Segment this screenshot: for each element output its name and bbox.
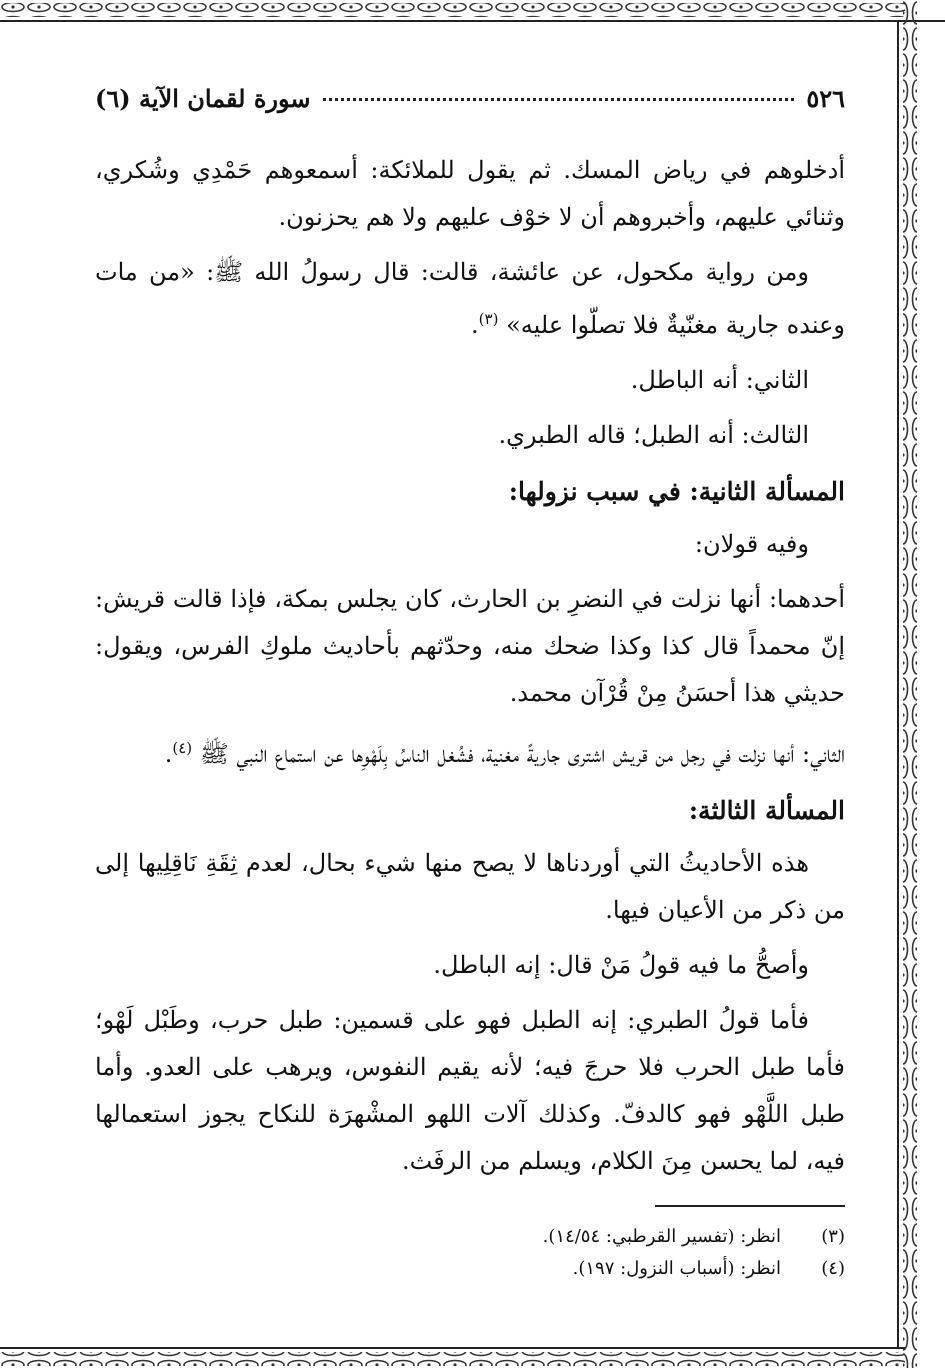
paragraph: ومن رواية مكحول، عن عائشة، قالت: قال رسولُ الله ﷺ: «من مات وعنده جارية مغنّيةٌ فلا تصلّوا عليه» $^{(٣)}$. [95,258,845,339]
section-heading: المسألة الثالثة: [688,796,845,825]
paragraph: وفيه قولان: [694,530,809,558]
footnote-separator [655,1205,845,1207]
paragraph: الثاني: أنه الباطل. [630,366,809,394]
paragraph: الثاني: أنها نزلت في رجل من قريش اشترى جاريةً مغنية، فشُغل الناسُ بِلَهْوِها عن استماع النبي ﷺ $^{(٤)}$. [164,739,845,768]
footnote [95,1221,845,1253]
paragraph: هذه الأحاديثُ التي أوردناها لا يصح منها شيء بحال، لعدم ثِقَةِ نَاقِلِيها إلى من ذكر من الأعيان فيها. [95,849,845,924]
footnote-text: انظر: (أسباب النزول: ١٩٧). [572,1258,781,1279]
paragraph: الثالث: أنه الطبل؛ قاله الطبري. [498,421,809,449]
footnote-text: انظر: (تفسير القرطبي: ١٤/٥٤). [542,1226,781,1247]
page-header [95,84,845,113]
paragraph: أحدهما: أنها نزلت في النضرِ بن الحارث، كان يجلس بمكة، فإذا قالت قريش: إنّ محمداً قال كذا وكذا ضحك منه، وحدّثهم بأحاديث ملوكِ الفرس، ويقول: حديثي هذا أحسَنُ مِنْ قُرْآن محمد. [95,585,845,707]
footnote-ref: (٤) [172,739,193,757]
paragraph: فأما قولُ الطبري: إنه الطبل فهو على قسمين: طبل حرب، وطَبْل لَهْو؛ فأما طبل الحرب فلا حرجَ فيه؛ لأنه يقيم النفوس، ويرهب على العدو. وأما طبل اللَّهْو فهو كالدفّ. وكذلك آلات اللهو المشْهرَة للنكاح يجوز استعمالها فيه، لما يحسن مِنَ الكلام، ويسلم من الرفَث. [95,1006,845,1175]
footnote [95,1253,845,1285]
section-heading: المسألة الثانية: في سبب نزولها: [508,477,845,506]
header-dotted-leader [323,98,795,101]
running-title: سورة لقمان الآية (٦) [95,84,311,113]
page-number: ٥٢٦ [806,84,845,113]
paragraph: وأصحُّ ما فيه قولُ مَنْ قال: إنه الباطل. [433,951,809,979]
footnote-ref: (٣) [478,310,499,328]
page-body [95,147,845,1185]
footnotes [95,1221,845,1285]
book-page [95,84,845,1285]
paragraph: أدخلوهم في رياض المسك. ثم يقول للملائكة: أسمعوهم حَمْدِي وشُكري، وثنائي عليهم، وأخبروهم أن لا خوْف عليهم ولا هم يحزنون. [95,156,845,231]
footnote-number: (٤) [821,1258,845,1279]
footnote-number: (٣) [821,1226,845,1247]
